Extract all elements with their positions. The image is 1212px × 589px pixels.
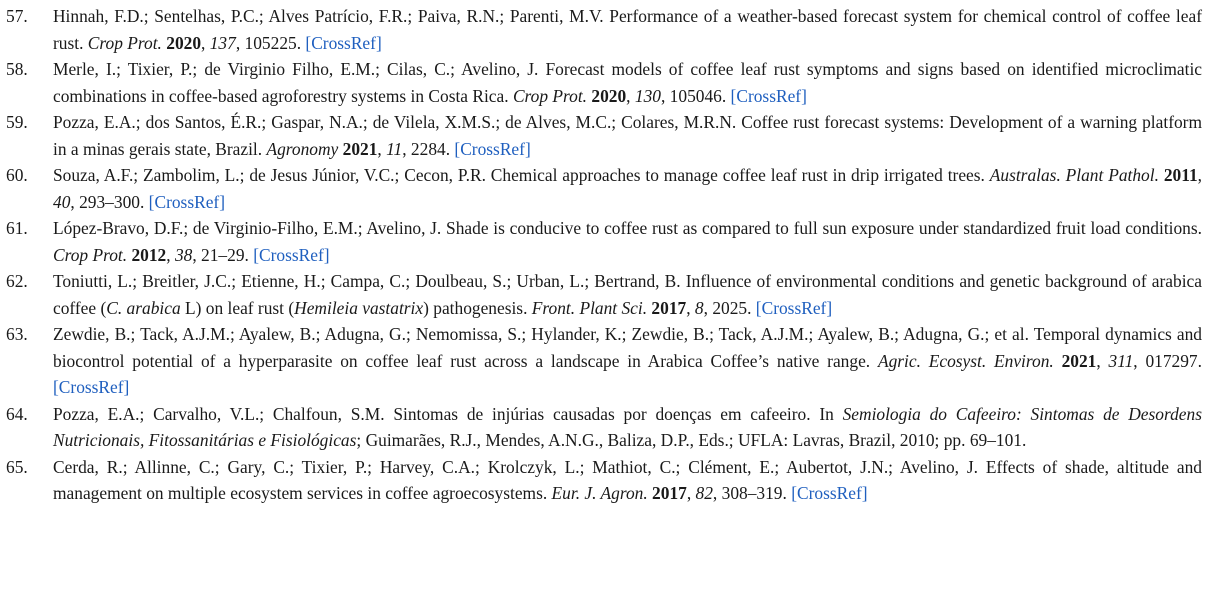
reference-journal: Eur. J. Agron. [551,483,648,503]
crossref-link[interactable]: CrossRef [154,191,220,212]
reference-journal: Front. Plant Sci. [531,297,648,318]
reference-authors: Zewdie, B.; Tack, A.J.M.; Ayalew, B.; Adugna, G.; Nemomissa, S.; Hylander, K.; Zewdie, B.; Tack, A.J.M.; Ayalew, B.; Adugna, G.; et al. [53,324,1034,344]
reference-authors: Pozza, E.A.; Carvalho, V.L.; Chalfoun, S.M. [53,403,394,424]
crossref-link[interactable]: CrossRef [761,297,827,318]
reference-item: 62. Toniutti, L.; Breitler, J.C.; Etienne, H.; Campa, C.; Doulbeau, S.; Urban, L.; Bertrand, B. Influence of environmental conditions and genetic background of arabica coffee (C. arabica L) on leaf rust (Hemileia vastatrix) pathogenesis. Front. Plant Sci. 2017, 8, 2025. [CrossRef] [0,268,1212,321]
reference-item: 65. Cerda, R.; Allinne, C.; Gary, C.; Tixier, P.; Harvey, C.A.; Krolczyk, L.; Mathiot, C.; Clément, E.; Aubertot, J.N.; Avelino, J. Effects of shade, altitude and management on multiple ecosystem services in coffee agroecosystems. Eur. J. Agron. 2017, 82, 308–319. [CrossRef] [0,454,1212,507]
reference-item: 63. Zewdie, B.; Tack, A.J.M.; Ayalew, B.; Adugna, G.; Nemomissa, S.; Hylander, K.; Zewdie, B.; Tack, A.J.M.; Ayalew, B.; Adugna, G.; et al. Temporal dynamics and biocontrol potential of a hyperparasite on coffee leaf rust across a landscape in Arabica Coffee’s native range. Agric. Ecosyst. Environ. 2021, 311, 017297. [CrossRef] [0,321,1212,401]
reference-year: 2020 [166,32,202,53]
reference-title: Sintomas de injúrias causadas por doenças em cafeeiro. In [393,403,843,424]
reference-volume: 82 [695,483,713,503]
crossref-link[interactable]: CrossRef [797,483,862,503]
reference-title: Coffee rust forecast systems: Development of a warning platform in a minas gerais state, Brazil. [53,112,1202,159]
crossref-link[interactable]: CrossRef [58,377,124,397]
reference-title-part: L) on leaf rust ( [180,297,295,318]
reference-number: 59. [6,112,28,132]
reference-title-part: ) pathogenesis. [423,297,532,318]
reference-authors: Toniutti, L.; Breitler, J.C.; Etienne, H.; Campa, C.; Doulbeau, S.; Urban, L.; Bertrand, B. [53,271,686,291]
reference-authors: Pozza, E.A.; dos Santos, É.R.; Gaspar, N.A.; de Vilela, X.M.S.; de Alves, M.C.; Colares, M.R.N. [53,112,742,132]
reference-volume: 137 [209,32,236,53]
reference-number: 57. [6,6,28,26]
reference-item: 57. Hinnah, F.D.; Sentelhas, P.C.; Alves Patrício, F.R.; Paiva, R.N.; Parenti, M.V. Performance of a weather-based forecast system for chemical control of coffee leaf rust. Crop Prot. 2020, 137, 105225. [CrossRef] [0,3,1212,56]
reference-volume: 8 [694,297,704,318]
reference-authors: Cerda, R.; Allinne, C.; Gary, C.; Tixier, P.; Harvey, C.A.; Krolczyk, L.; Mathiot, C.; Clément, E.; Aubertot, J.N.; Avelino, J. [53,456,986,477]
reference-year: 2011 [1163,165,1198,185]
reference-title: Chemical approaches to manage coffee leaf rust in drip irrigated trees. [490,165,990,185]
reference-authors: Merle, I.; Tixier, P.; de Virginio Filho, E.M.; Cilas, C.; Avelino, J. [53,59,546,79]
reference-item: 58. Merle, I.; Tixier, P.; de Virginio Filho, E.M.; Cilas, C.; Avelino, J. Forecast models of coffee leaf rust symptoms and signs based on identified microclimatic combinations in coffee-based agroforestry systems in Costa Rica. Crop Prot. 2020, 130, 105046. [CrossRef] [0,56,1212,109]
reference-journal: Crop Prot. [53,244,128,265]
crossref-link[interactable]: CrossRef [460,138,525,159]
reference-journal: Agric. Ecosyst. Environ. [877,350,1054,371]
reference-authors: Hinnah, F.D.; Sentelhas, P.C.; Alves Patrício, F.R.; Paiva, R.N.; Parenti, M.V. [53,6,610,26]
reference-pages: 293–300 [79,191,140,212]
reference-pages: 308–319 [721,483,783,503]
crossref-link[interactable]: CrossRef [736,85,802,106]
reference-year: 2021 [342,138,378,159]
reference-pages: 017297 [1145,350,1198,371]
reference-number: 63. [6,324,28,344]
reference-number: 58. [6,59,28,79]
reference-volume: 38 [174,244,193,265]
reference-item: 61. López-Bravo, D.F.; de Virginio-Filho, E.M.; Avelino, J. Shade is conducive to coffee rust as compared to full sun exposure under standardized fruit load conditions. Crop Prot. 2012, 38, 21–29. [CrossRef] [0,215,1212,268]
reference-volume: 130 [634,85,661,106]
reference-number: 61. [6,218,28,238]
reference-item: 60. Souza, A.F.; Zambolim, L.; de Jesus Júnior, V.C.; Cecon, P.R. Chemical approaches to manage coffee leaf rust in drip irrigated trees. Australas. Plant Pathol. 2011, 40, 293–300. [CrossRef] [0,162,1212,215]
reference-publication-details: ; Guimarães, R.J., Mendes, A.N.G., Baliza, D.P., Eds.; UFLA: Lavras, Brazil, 2010; pp. 69–101. [356,430,1027,450]
reference-journal: Agronomy [266,138,339,159]
reference-title: Effects of shade, altitude and management on multiple ecosystem services in coffee agroecosystems. [53,456,1202,503]
reference-volume: 11 [386,138,403,159]
reference-journal: Australas. Plant Pathol. [989,165,1159,185]
reference-journal: Crop Prot. [87,32,162,53]
reference-pages: 21–29 [201,244,245,265]
reference-title: Temporal dynamics and biocontrol potential of a hyperparasite on coffee leaf rust across a landscape in Arabica Coffee’s native range. [53,324,1202,371]
reference-authors: López-Bravo, D.F.; de Virginio-Filho, E.M.; Avelino, J. [53,218,447,238]
reference-item: 59. Pozza, E.A.; dos Santos, É.R.; Gaspar, N.A.; de Vilela, X.M.S.; de Alves, M.C.; Colares, M.R.N. Coffee rust forecast systems: Development of a warning platform in a minas gerais state, Brazil. Agronomy 2021, 11, 2284. [CrossRef] [0,109,1212,162]
reference-title: Shade is conducive to coffee rust as compared to full sun exposure under standardized fruit load conditions. [446,218,1202,238]
reference-item [0,401,1212,454]
reference-pages: 105225 [244,32,297,53]
reference-year: 2012 [131,244,167,265]
reference-year: 2017 [651,297,687,318]
reference-number: 65. [6,456,28,477]
reference-pages: 2284 [410,138,446,159]
reference-title: Forecast models of coffee leaf rust symptoms and signs based on identified microclimatic combinations in coffee-based agroforestry systems in Costa Rica. [53,59,1202,106]
reference-volume: 311 [1108,350,1134,371]
reference-authors: Souza, A.F.; Zambolim, L.; de Jesus Júnior, V.C.; Cecon, P.R. [53,165,491,185]
reference-pages: 2025 [712,297,748,318]
reference-number: 60. [6,165,28,185]
reference-title-part: Influence of environmental conditions and genetic background of arabica coffee ( [53,271,1202,318]
species-name: Hemileia vastatrix [294,297,424,318]
reference-year: 2021 [1061,350,1097,371]
reference-journal: Crop Prot. [512,85,588,106]
species-name: C. arabica [106,297,181,318]
crossref-link[interactable]: CrossRef [259,244,324,265]
reference-year: 2020 [591,85,627,106]
reference-book-title: Semiologia do Cafeeiro: Sintomas de Desordens Nutricionais, Fitossanitárias e Fisiológicas [53,403,1202,450]
reference-number: 62. [6,271,28,291]
reference-volume: 40 [53,191,71,212]
reference-number: 64. [6,403,28,424]
crossref-link[interactable]: CrossRef [311,32,376,53]
reference-title: Performance of a weather-based forecast system for chemical control of coffee leaf rust. [53,6,1202,53]
reference-pages: 105046 [669,85,722,106]
reference-year: 2017 [652,483,687,503]
